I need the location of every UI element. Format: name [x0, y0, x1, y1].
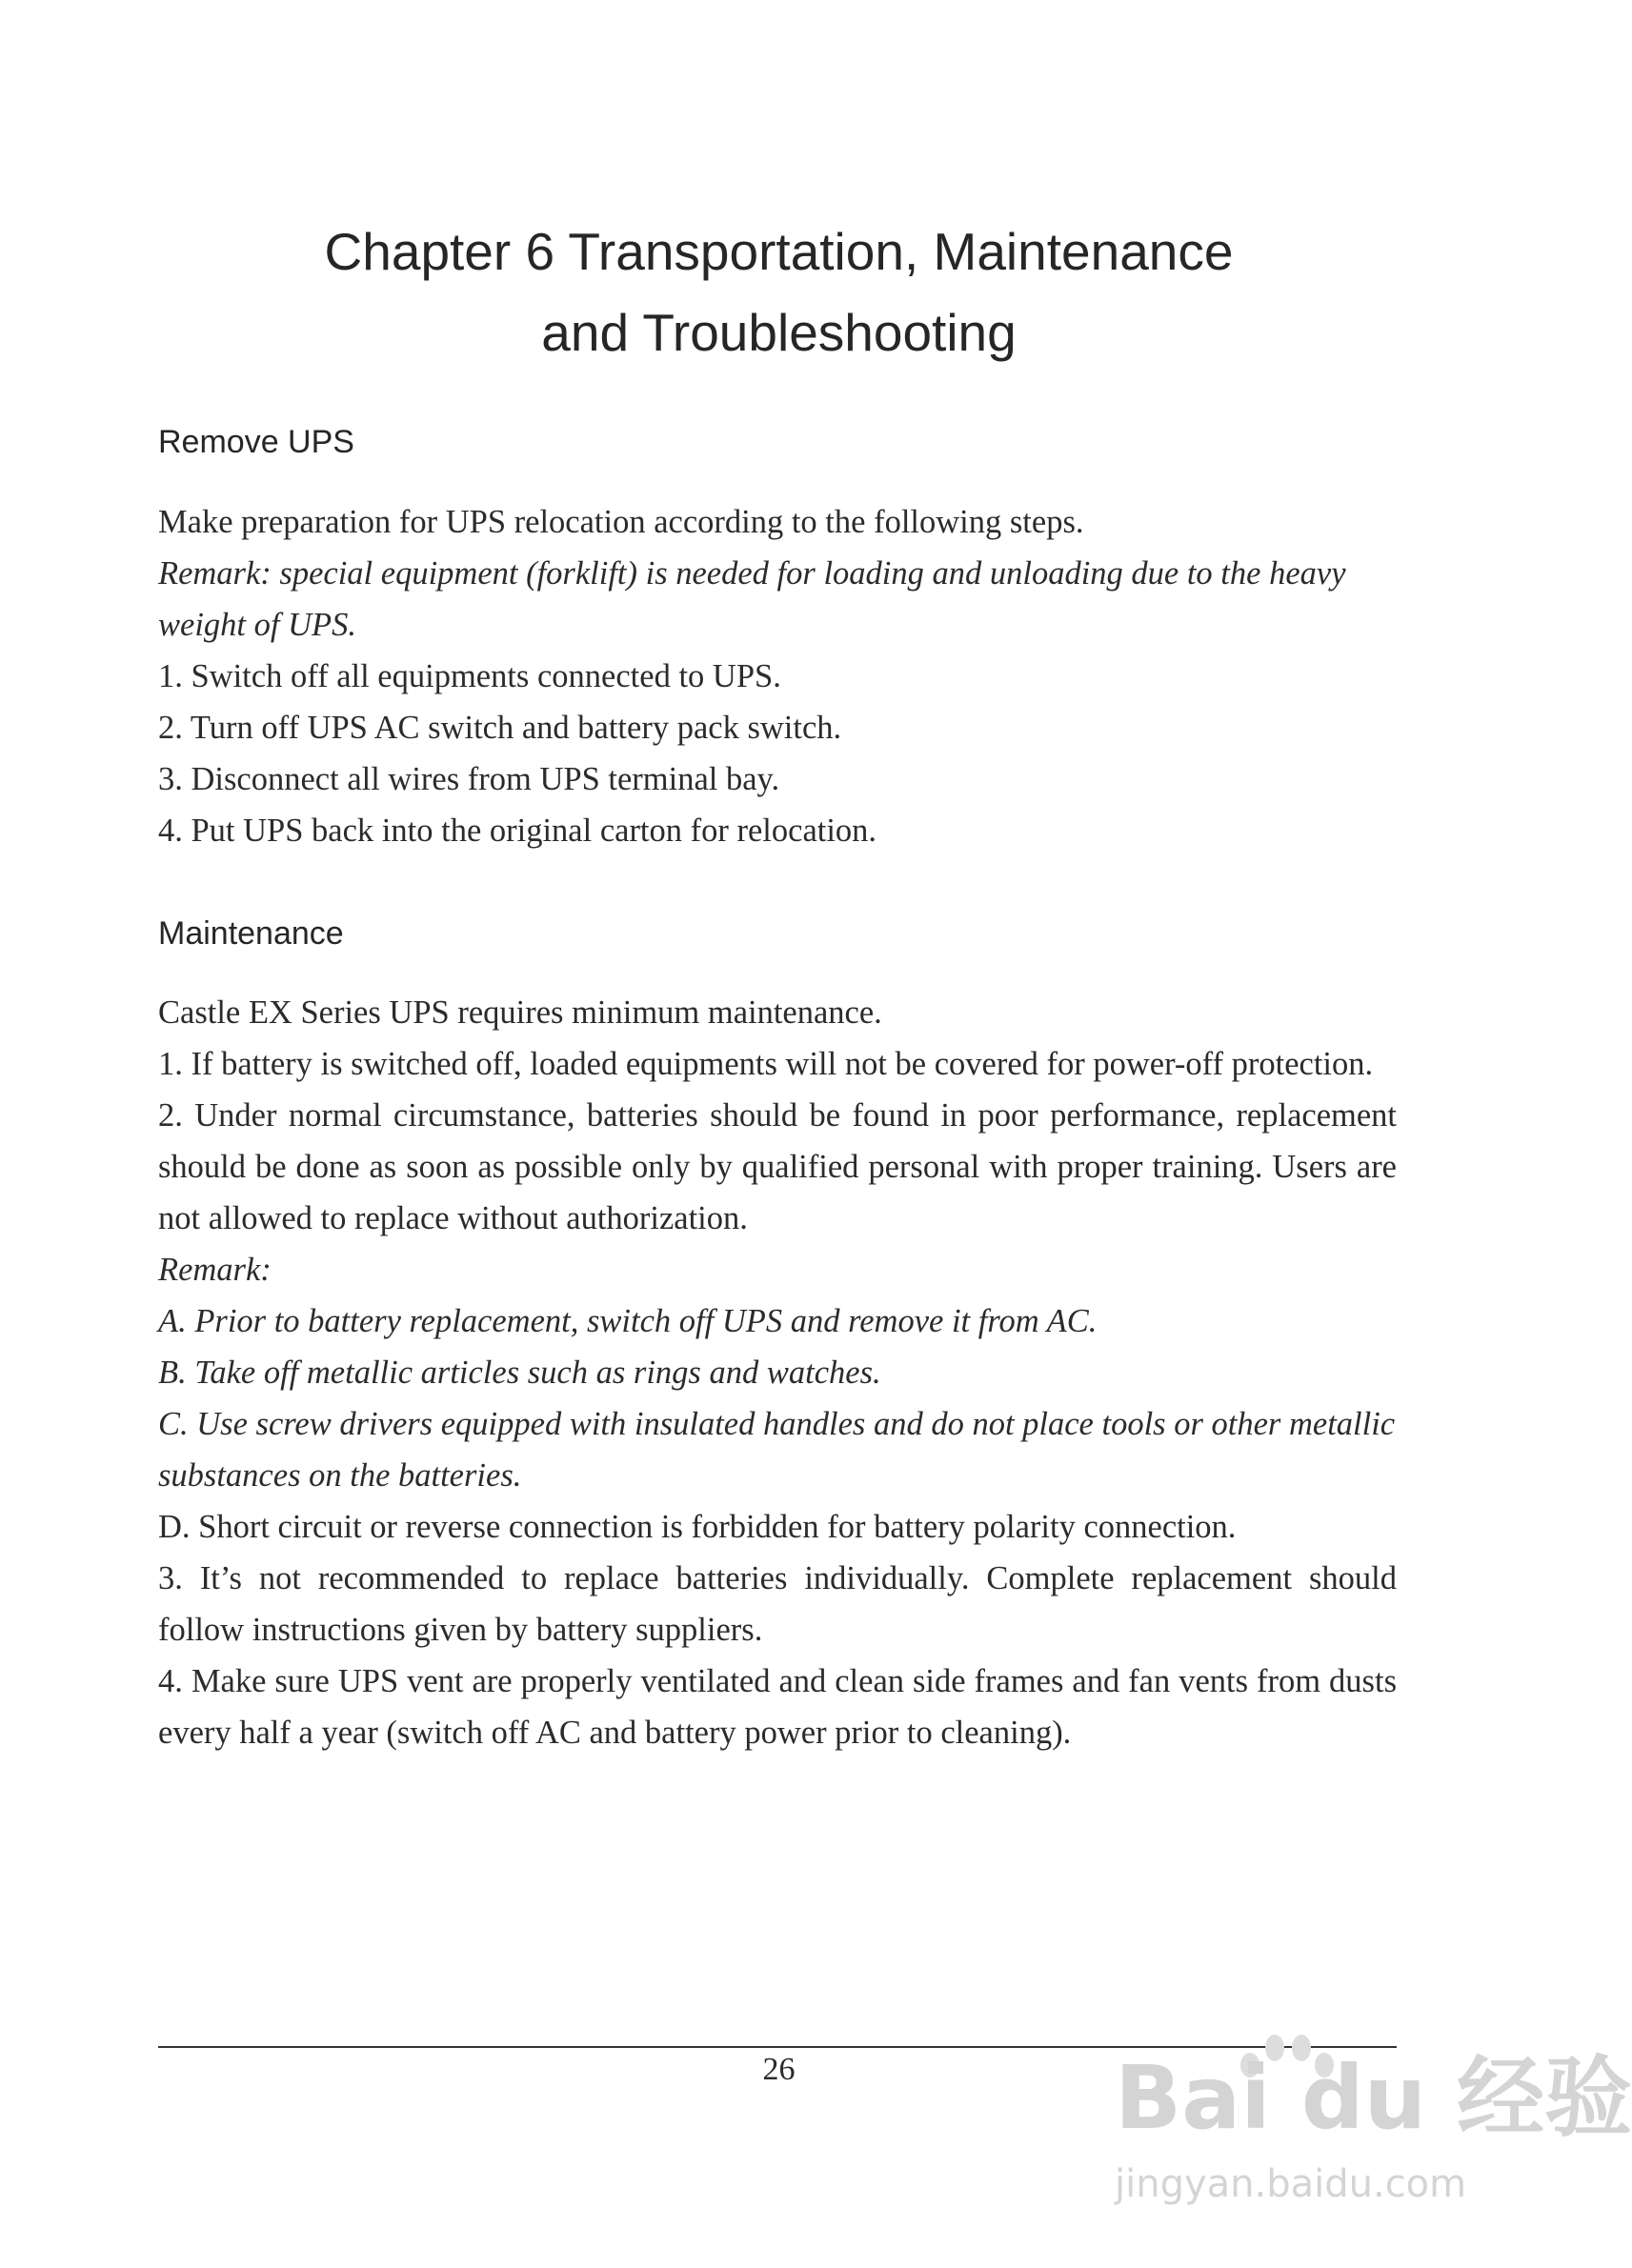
maintenance-remark-label: Remark:: [158, 1252, 272, 1288]
section-heading-maintenance: Maintenance: [158, 915, 344, 952]
chapter-title: [0, 211, 1558, 373]
maintenance-intro: Castle EX Series UPS requires minimum maintenance.: [158, 994, 882, 1031]
maintenance-item-4: 4. Make sure UPS vent are properly ventilated and clean side frames and fan vents from dusts every half a year (switch off AC and battery power prior to cleaning).: [158, 1663, 1397, 1751]
watermark-url: jingyan.baidu.com: [1115, 2162, 1467, 2206]
page-number: 26: [762, 2052, 796, 2087]
remove-ups-intro: Make preparation for UPS relocation according to the following steps.: [158, 504, 1084, 540]
maintenance-item-3: 3. It’s not recommended to replace batteries individually. Complete replacement should follow instructions given by battery suppliers.: [158, 1560, 1397, 1648]
section-heading-remove-ups: Remove UPS: [158, 424, 354, 460]
chapter-title-line-2: and Troubleshooting: [541, 303, 1017, 362]
remove-ups-step-1: 1. Switch off all equipments connected to UPS.: [158, 658, 781, 694]
maintenance-remark-d: D. Short circuit or reverse connection is forbidden for battery polarity connection.: [158, 1509, 1237, 1545]
maintenance-item-1: 1. If battery is switched off, loaded equipments will not be covered for power-off protection.: [158, 1046, 1374, 1082]
maintenance-remark-a: A. Prior to battery replacement, switch off UPS and remove it from AC.: [158, 1303, 1098, 1339]
remove-ups-remark: Remark: special equipment (forklift) is needed for loading and unloading due to the heavy weight of UPS.: [158, 555, 1346, 643]
maintenance-remark-c: C. Use screw drivers equipped with insulated handles and do not place tools or other metallic substances on the batteries.: [158, 1406, 1396, 1494]
remove-ups-step-4: 4. Put UPS back into the original carton for relocation.: [158, 813, 877, 849]
remove-ups-step-2: 2. Turn off UPS AC switch and battery pack switch.: [158, 710, 842, 746]
watermark-logo: Bai du 经验: [1115, 2047, 1632, 2149]
maintenance-section: [158, 987, 1397, 1758]
chapter-title-line-1: Chapter 6 Transportation, Maintenance: [324, 222, 1234, 281]
remove-ups-step-3: 3. Disconnect all wires from UPS terminal bay.: [158, 761, 780, 797]
baidu-jingyan-watermark: [1086, 2027, 1632, 2246]
remove-ups-section: [158, 496, 1397, 856]
maintenance-item-2: 2. Under normal circumstance, batteries should be found in poor performance, replacement should be done as soon as possible only by qualified personal with proper training. Users are not allowed to replace without authorization.: [158, 1097, 1397, 1236]
maintenance-remark-b: B. Take off metallic articles such as rings and watches.: [158, 1355, 881, 1391]
